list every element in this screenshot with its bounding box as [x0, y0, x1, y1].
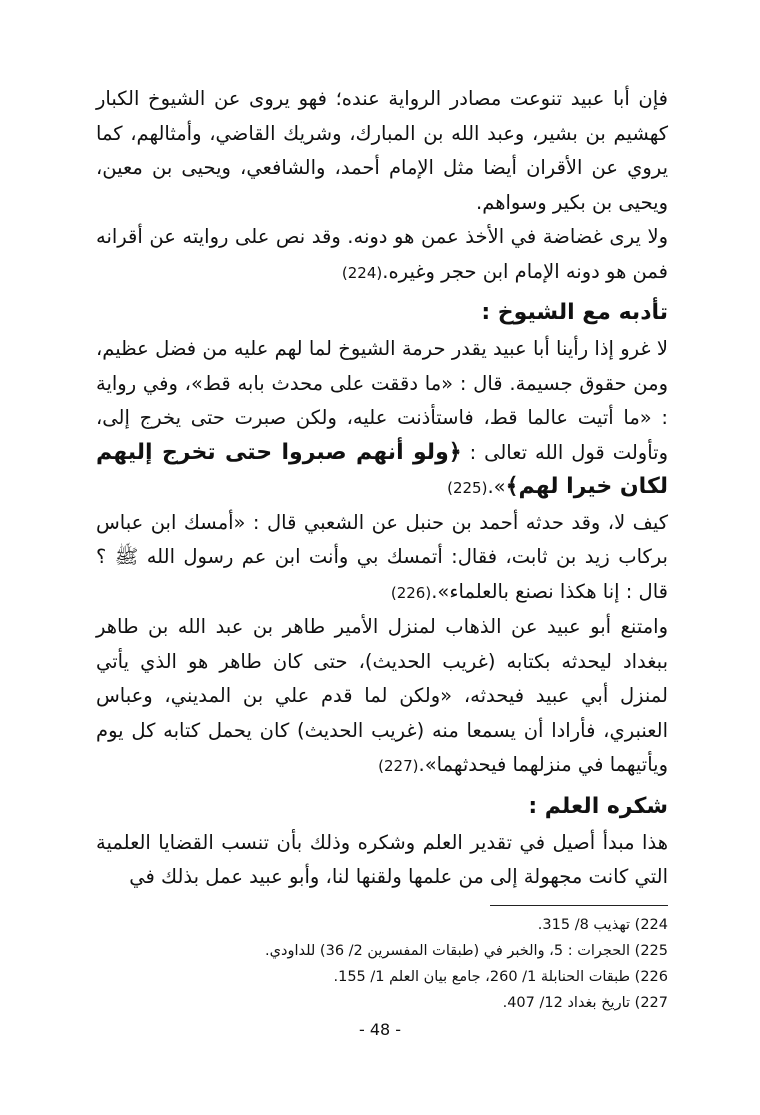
paragraph-sources: فإن أبا عبيد تنوعت مصادر الرواية عنده؛ فهو يروى عن الشيوخ الكبار كهشيم بن بشير، وعبد الله بن المبارك، وشريك القاضي، وأمثالهم، كما يروي عن الأقران أيضا مثل الإمام أحمد، والشافعي، ويحيى بن معين، ويحيى بن بكير وسواهم.	[96, 87, 668, 214]
paragraph-ibn-abbas	[96, 506, 668, 611]
paragraph-gratitude: هذا مبدأ أصيل في تقدير العلم وشكره وذلك بأن تنسب القضايا العلمية التي كانت مجهولة إلى من علمها ولقنها لنا، وأبو عبيد عمل بذلك في	[96, 830, 668, 888]
footnote-224: 224) تهذيب 8/ 315.	[537, 916, 668, 933]
footnote-ref-227: (227)	[378, 757, 419, 775]
paragraph-modesty	[96, 220, 668, 290]
paragraph-respect-text: لا غرو إذا رأينا أبا عبيد يقدر حرمة الشيوخ لما لهم عليه من فضل عظيم، ومن حقوق جسيمة. قال : «ما دققت على محدث بابه قط»، وفي رواية : «ما أتيت عالما قط، فاستأذنت عليه، ولكن صبرت حتى يخرج إلى، وتأولت قول الله تعالى :	[96, 337, 668, 464]
paragraph-modesty-text: ولا يرى غضاضة في الأخذ عمن هو دونه. وقد نص على روايته عن أقرانه فمن هو دونه الإمام ابن حجر وغيره.	[96, 225, 668, 283]
footnote-227: 227) تاريخ بغداد 12/ 407.	[502, 994, 668, 1011]
page-number: - 48 -	[358, 1020, 402, 1039]
paragraph-ibn-abbas-text: كيف لا، وقد حدثه أحمد بن حنبل عن الشعبي قال : «أمسك ابن عباس بركاب زيد بن ثابت، فقال: أتمسك بي وأنت ابن عم رسول الله ﷺ ؟ قال : إنا هكذا نصنع بالعلماء».	[96, 510, 668, 603]
quran-verse: ﴿ولو أنهم صبروا حتى تخرج إليهم لكان خيرا لهم﴾	[96, 439, 668, 499]
paragraph-tahir	[96, 610, 668, 784]
footnote-226: 226) طبقات الحنابلة 1/ 260، جامع بيان العلم 1/ 155.	[333, 968, 668, 985]
section-heading-gratitude: شكره العلم :	[528, 793, 668, 819]
quote-close: ».	[487, 475, 506, 498]
paragraph-tahir-text: وامتنع أبو عبيد عن الذهاب لمنزل الأمير طاهر بن عبد الله بن طاهر ببغداد ليحدثه بكتابه (غريب الحديث)، حتى كان طاهر هو الذي يأتي لمنزل أبي عبيد فيحدثه، «ولكن لما قدم علي بن المديني، وعباس العنبري، فأرادا أن يسمعا منه (غريب الحديث) كان يحمل كتابه كل يوم ويأتيهما في منزلهما فيحدثهما».	[96, 615, 668, 776]
section-heading-respect: تأدبه مع الشيوخ :	[481, 300, 668, 325]
footnote-ref-225: (225)	[447, 479, 488, 497]
footnote-225: 225) الحجرات : 5، والخبر في (طبقات المفسرين 2/ 36) للداودي.	[265, 942, 668, 959]
footnote-divider	[490, 905, 668, 906]
footnote-ref-224: (224)	[341, 263, 383, 282]
footnote-ref-226: (226)	[390, 583, 432, 602]
paragraph-respect	[96, 332, 668, 506]
